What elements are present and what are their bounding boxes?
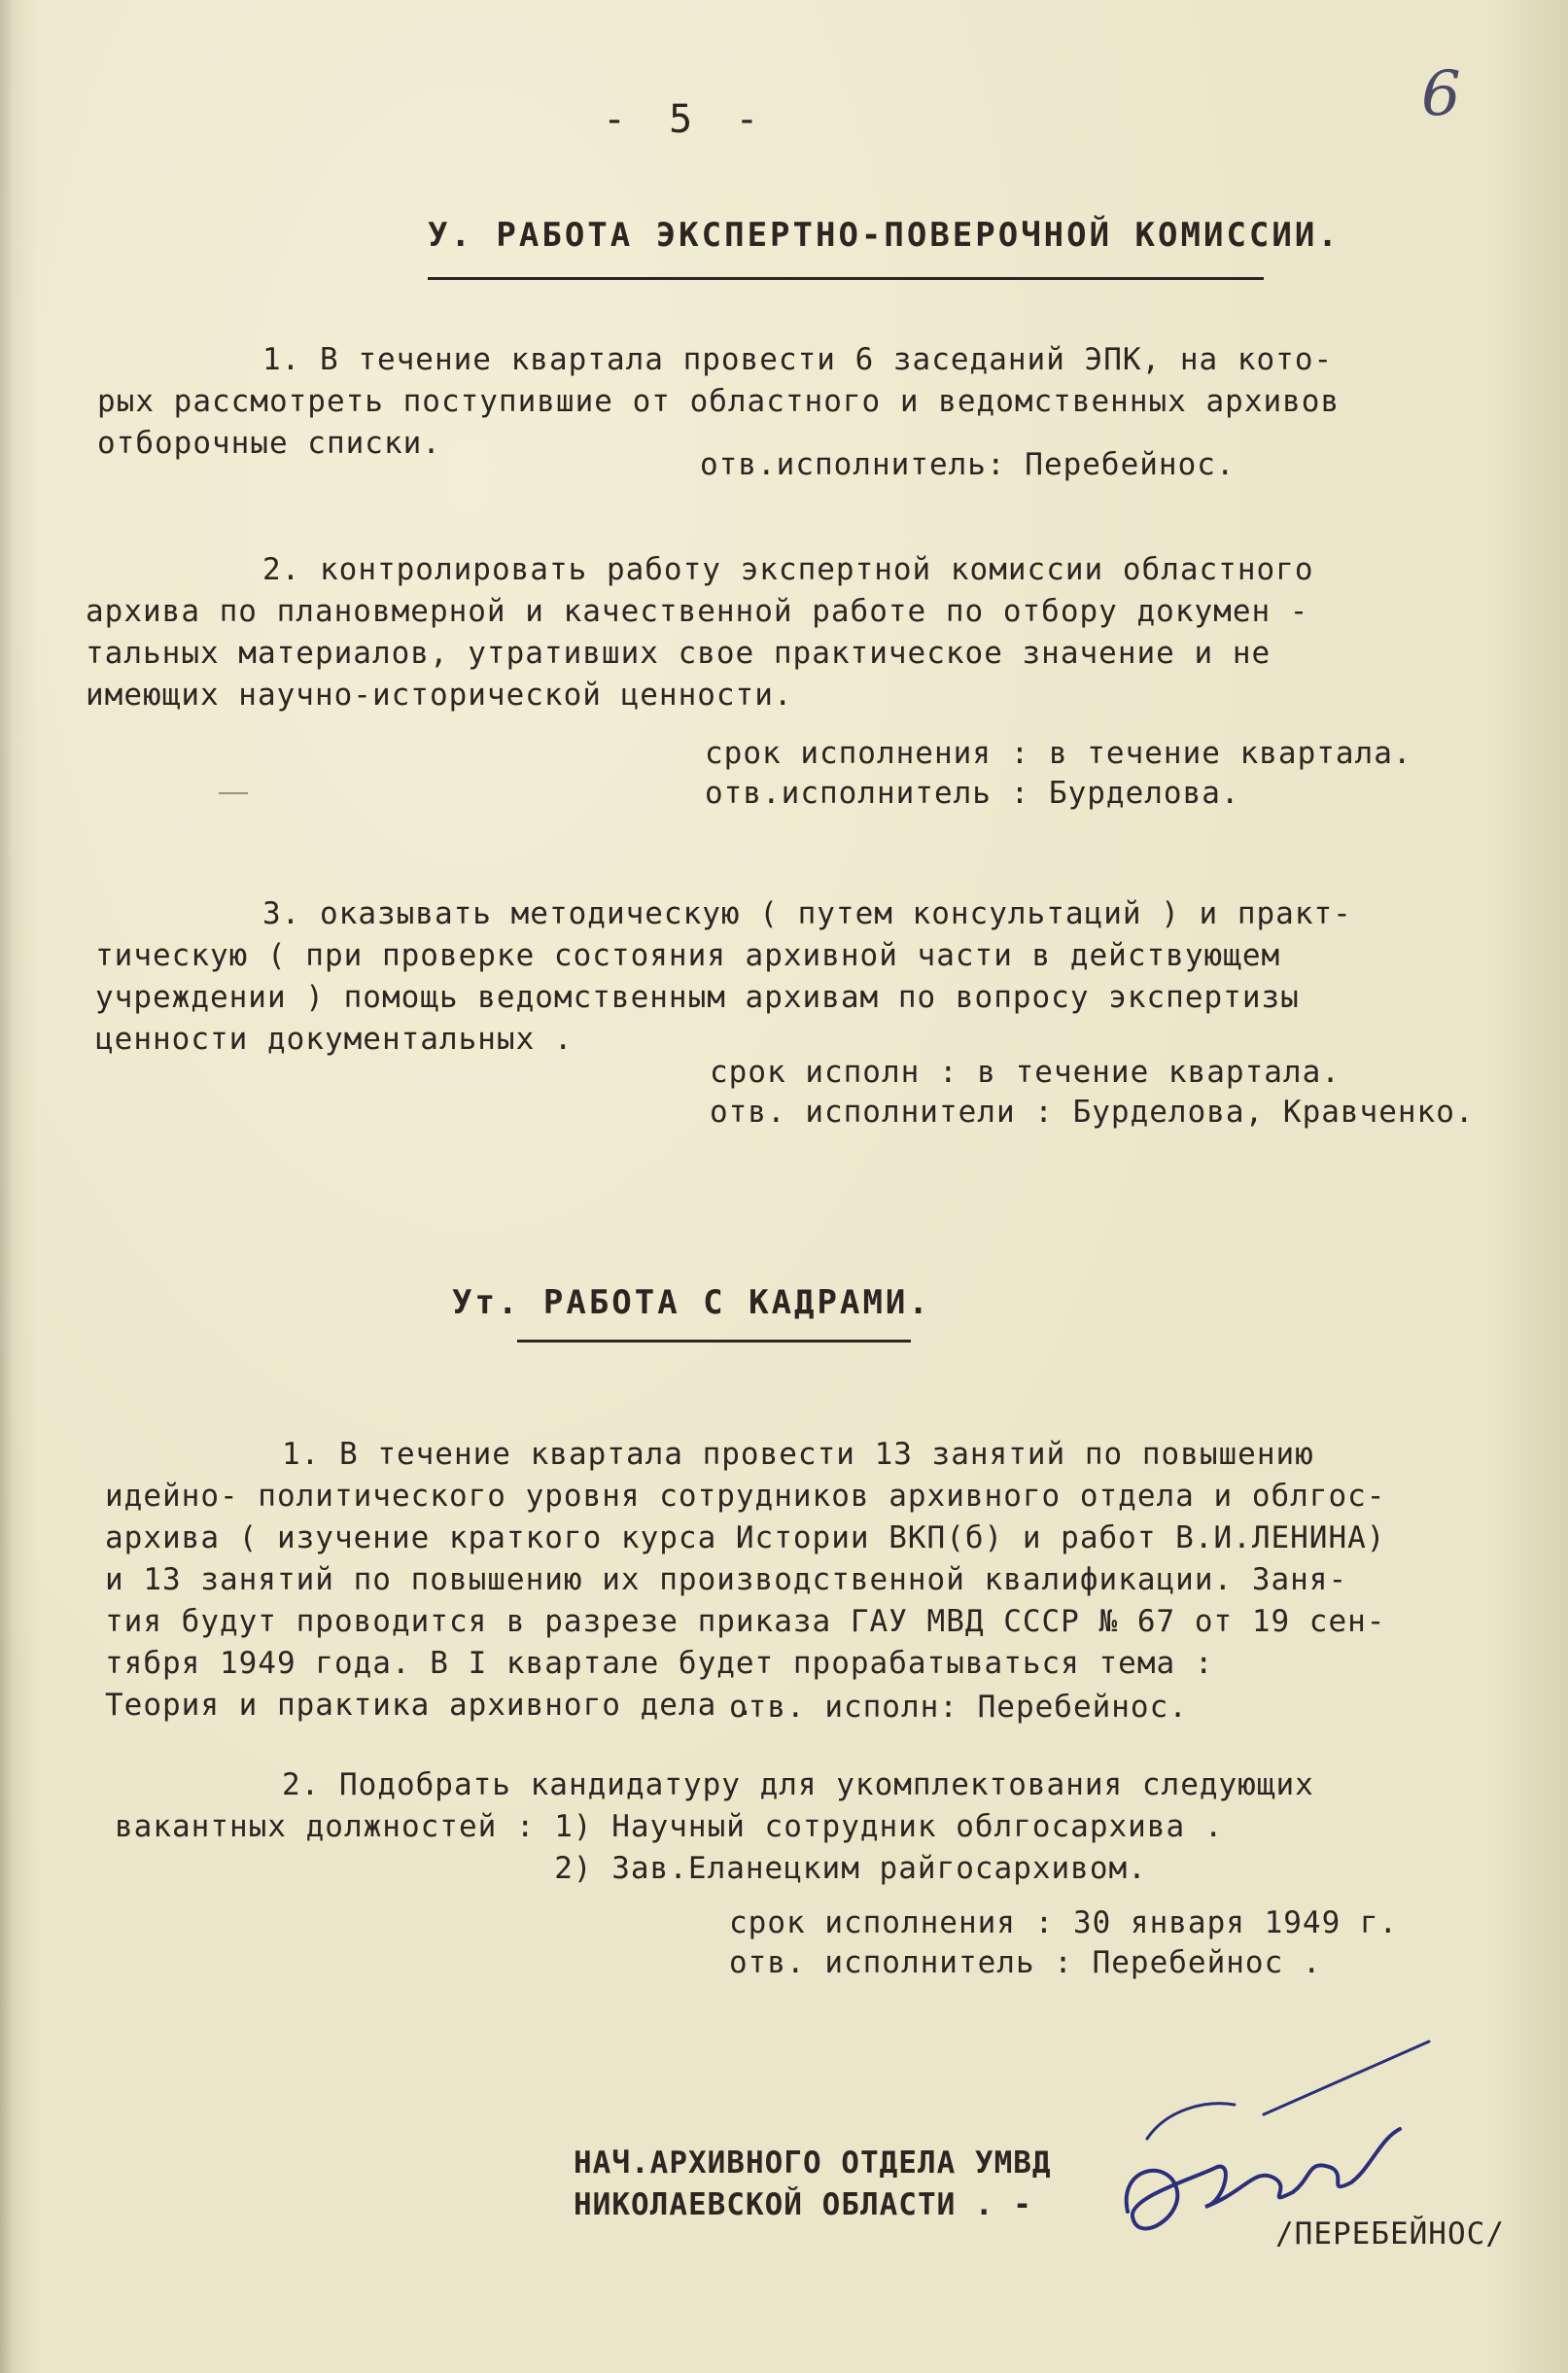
s6-item2-deadline: срок исполнения : 30 января 1949 г.: [729, 1905, 1399, 1940]
s6-item1-line3: архива ( изучение краткого курса Истории ВКП(б) и работ В.И.ЛЕНИНА): [105, 1520, 1386, 1555]
s5-item2-deadline: срок исполнения : в течение квартала.: [705, 736, 1412, 771]
s6-item1-line4: и 13 занятий по повышению их производственной квалификации. Заня-: [105, 1562, 1348, 1597]
s6-item2-line1: 2. Подобрать кандидатуру для укомплектования следующих: [282, 1767, 1314, 1802]
signature-name: /ПЕРЕБЕЙНОС/: [1275, 2216, 1505, 2251]
s5-item3-line3: учреждении ) помощь ведомственным архивам по вопросу экспертизы: [95, 980, 1300, 1015]
s5-item3-deadline: срок исполн : в течение квартала.: [710, 1055, 1341, 1090]
s6-item2-responsible: отв. исполнитель : Перебейнос .: [729, 1945, 1322, 1980]
page-number: - 5 -: [603, 97, 769, 142]
s5-item1-line3: отборочные списки.: [97, 426, 441, 461]
s5-item3-line2: тическую ( при проверке состояния архивной части в действующем: [95, 938, 1281, 973]
section-5-title-underline: [428, 277, 1264, 280]
s5-item2-responsible: отв.исполнитель : Бурделова.: [705, 776, 1240, 811]
s6-item2-line2: вакантных должностей : 1) Научный сотрудник облгосархива .: [115, 1809, 1224, 1844]
s6-item1-line1: 1. В течение квартала провести 13 занятий по повышению: [282, 1437, 1314, 1472]
s5-item2-line3: тальных материалов, утративших свое практическое значение и не: [86, 636, 1272, 671]
s5-item2-line2: архива по плановмерной и качественной работе по отбору докумен -: [86, 594, 1309, 629]
s6-item1-line5: тия будут проводится в разрезе приказа ГАУ МВД СССР № 67 от 19 сен-: [105, 1604, 1386, 1639]
sheet-number-handwritten: 6: [1421, 58, 1461, 130]
s5-item1-responsible: отв.исполнитель: Перебейнос.: [700, 447, 1236, 482]
s6-item2-line3: 2) Зав.Еланецким райгосархивом.: [115, 1851, 1147, 1886]
s5-item3-line4: ценности документальных .: [95, 1022, 574, 1057]
s6-item1-line6: тября 1949 года. В I квартале будет прорабатываться тема :: [105, 1646, 1214, 1681]
s5-item2-line4: имеющих научно-исторической ценности.: [86, 678, 793, 713]
signature-title-line2: НИКОЛАЕВСКОЙ ОБЛАСТИ . -: [574, 2187, 1032, 2222]
signature-title-line1: НАЧ.АРХИВНОГО ОТДЕЛА УМВД: [574, 2146, 1052, 2181]
margin-dash-mark: [219, 792, 248, 794]
s5-item1-line2: рых рассмотреть поступившие от областного и ведомственных архивов: [97, 384, 1341, 419]
s5-item2-line1: 2. контролировать работу экспертной комиссии областного: [262, 552, 1314, 587]
section-5-title: У. РАБОТА ЭКСПЕРТНО-ПОВЕРОЧНОЙ КОМИССИИ.: [428, 216, 1341, 255]
section-6-title-underline: [517, 1340, 911, 1343]
section-6-title: Ут. РАБОТА С КАДРАМИ.: [452, 1283, 931, 1322]
s5-item3-responsible: отв. исполнители : Бурделова, Кравченко.: [710, 1095, 1475, 1130]
s6-item1-line7: Теория и практика архивного дела .: [105, 1688, 755, 1723]
s5-item1-line1: 1. В течение квартала провести 6 заседаний ЭПК, на кото-: [262, 342, 1334, 377]
s6-item1-responsible: отв. исполн: Перебейнос.: [729, 1690, 1188, 1725]
s5-item3-line1: 3. оказывать методическую ( путем консультаций ) и практ-: [262, 896, 1352, 931]
s6-item1-line2: идейно- политического уровня сотрудников архивного отдела и облгос-: [105, 1479, 1386, 1514]
